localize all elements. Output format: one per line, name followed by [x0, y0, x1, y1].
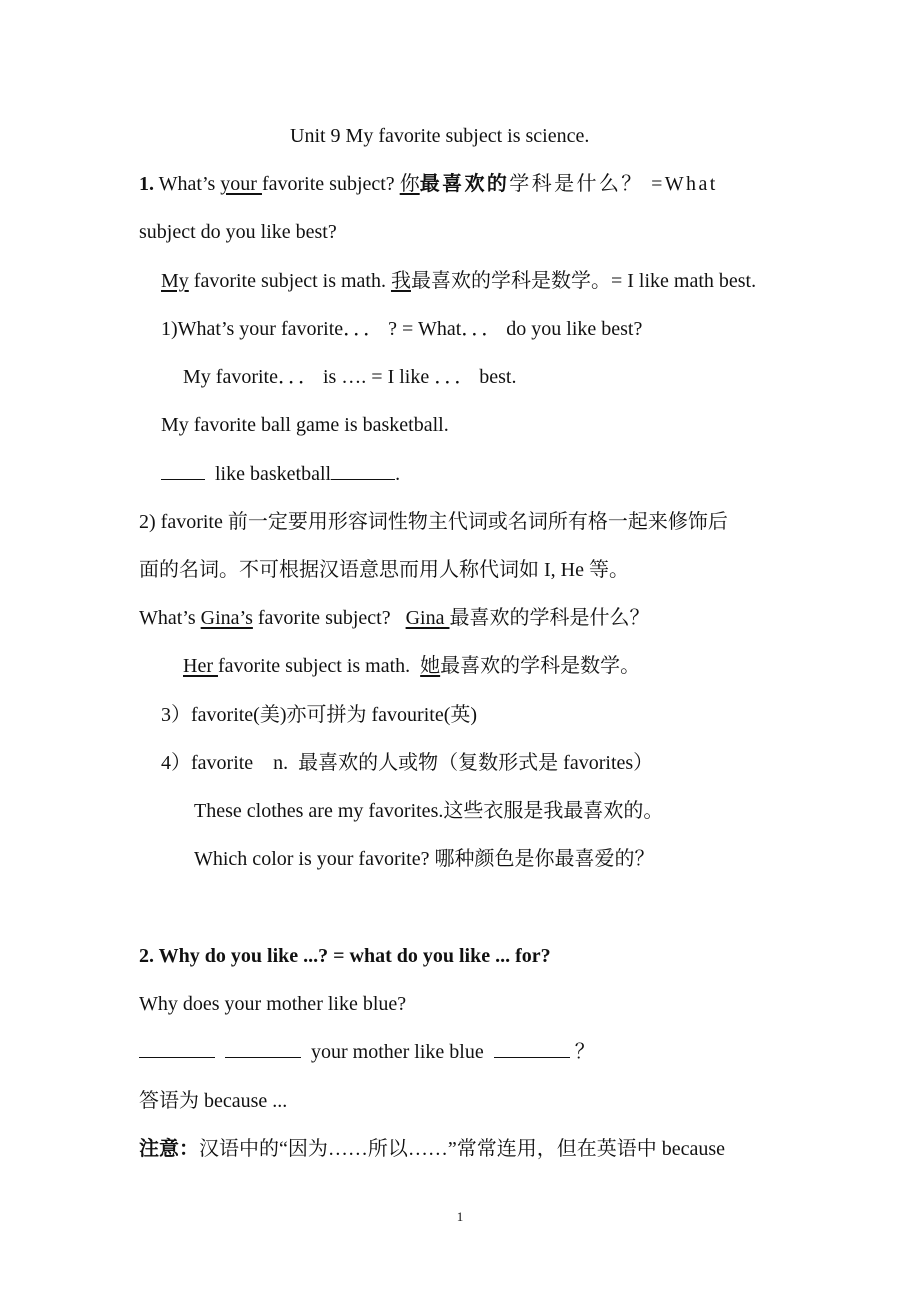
fill-blank [331, 461, 395, 480]
fill-blank [494, 1039, 570, 1058]
s1-l3-c: 最喜欢的学科是数学。= I like math best. [410, 270, 757, 292]
s1-l1-a: What’s [154, 173, 221, 195]
s1-line-8: 2) favorite 前一定要用形容词性物主代词或名词所有格一起来修饰后 [139, 511, 728, 533]
s1-l1-ni: 你 [399, 173, 420, 195]
s2-line-1: Why does your mother like blue? [139, 993, 407, 1015]
s1-l11-c: 最喜欢的学科是数学。 [440, 655, 641, 677]
s1-l10-gina: Gina’s [200, 607, 253, 629]
s1-l3-b: favorite subject is math. [188, 270, 391, 292]
s1-line-14: These clothes are my favorites.这些衣服是我最喜欢的。 [194, 800, 664, 822]
s2-heading: 2. Why do you like ...? = what do you like ... for? [139, 945, 551, 967]
document-title: Unit 9 My favorite subject is science. [290, 125, 590, 147]
s1-l10-b: favorite subject? [252, 607, 406, 629]
s2-l2-mid: your mother like blue [306, 1041, 489, 1063]
s2-line-4 [139, 1136, 725, 1162]
s1-l10-a: What’s [139, 607, 201, 629]
s1-line-12: 3）favorite(美)亦可拼为 favourite(英) [161, 704, 478, 726]
fill-blank [161, 461, 205, 480]
fill-blank [225, 1039, 301, 1058]
s1-line-13: 4）favorite n. 最喜欢的人或物（复数形式是 favorites） [161, 752, 654, 774]
s1-line-1 [139, 171, 718, 197]
s1-line-5: My favorite．．． is …. = I like ．．． best. [183, 366, 517, 388]
s2-l2-end: ？ [569, 1041, 595, 1063]
s1-line-9: 面的名词。不可根据汉语意思而用人称代词如 I, He 等。 [139, 559, 629, 581]
s2-line-3: 答语为 because ... [139, 1090, 288, 1112]
page-number: 1 [456, 1209, 464, 1224]
s1-line-3 [161, 268, 756, 294]
s1-line-15: Which color is your favorite? 哪种颜色是你最喜爱的？ [194, 848, 655, 870]
s1-l1-b: favorite subject? [261, 173, 400, 195]
s1-l3-wo: 我 [390, 270, 411, 292]
s1-l3-my: My [161, 270, 189, 292]
s1-l7-mid: like basketball [210, 463, 332, 485]
s1-line-11 [183, 653, 640, 679]
s1-line-4: 1)What’s your favorite．．． ? = What．．． do you like best? [161, 318, 643, 340]
s1-l11-her: Her [183, 655, 218, 677]
s2-line-2 [139, 1039, 595, 1065]
s1-l10-c: 最喜欢的学科是什么？ [449, 607, 650, 629]
s1-line-6: My favorite ball game is basketball. [161, 414, 449, 436]
s1-number: 1. [139, 173, 154, 195]
s1-l11-ta: 她 [420, 655, 441, 677]
s1-l10-gina2: Gina [405, 607, 450, 629]
s2-note-label: 注意： [139, 1138, 199, 1160]
s1-l1-your: your [220, 173, 262, 195]
fill-blank [139, 1039, 215, 1058]
s1-line-10 [139, 605, 649, 631]
s1-l7-end: . [395, 463, 401, 485]
s1-l1-zuixihuan: 最喜欢的 [419, 173, 510, 195]
s1-l1-c: 学科是什么？ =What [509, 173, 718, 195]
s1-line-2: subject do you like best? [139, 221, 337, 243]
s1-line-7 [161, 461, 400, 487]
s2-note-text: 汉语中的“因为……所以……”常常连用，但在英语中 because [199, 1138, 726, 1160]
s1-l11-b: favorite subject is math. [217, 655, 421, 677]
